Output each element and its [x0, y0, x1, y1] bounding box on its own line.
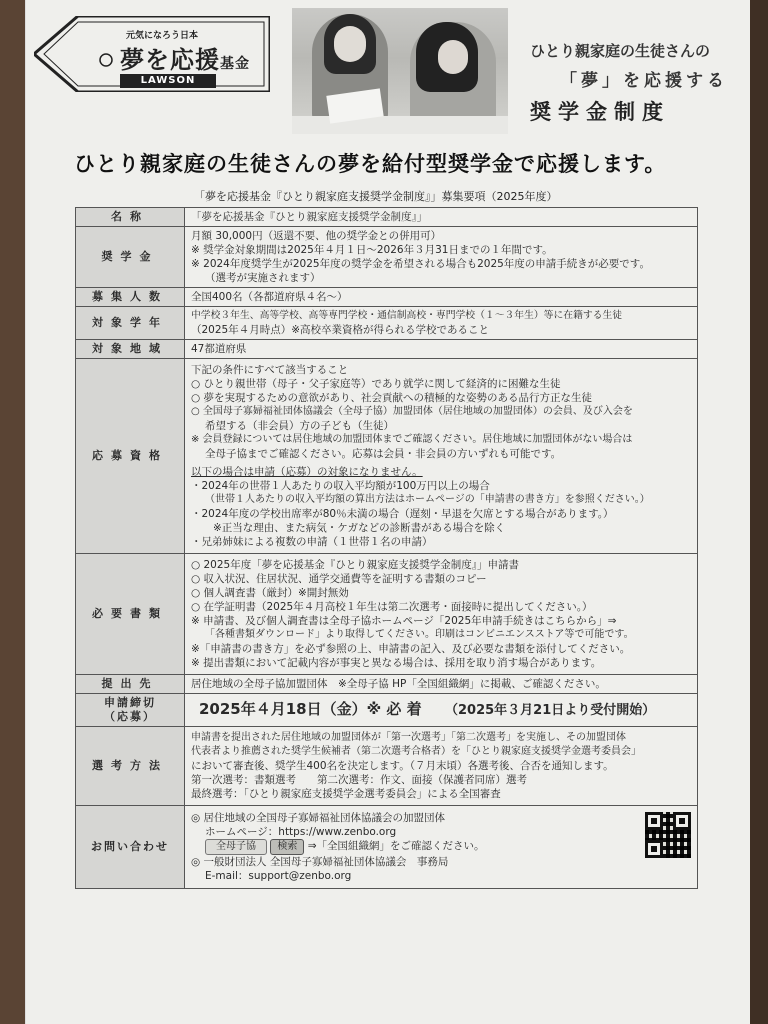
- table-row-documents: [76, 554, 698, 675]
- desk: [292, 116, 508, 134]
- scholarship-note: ※ 2024年度奨学生が2025年度の奨学金を希望される場合も2025年度の申請手続きが必要です。: [191, 258, 650, 270]
- table-row-eligibility: [76, 359, 698, 554]
- deadline-note: （2025年３月21日より受付開始）: [445, 703, 656, 718]
- tagline-line1: ひとり親家庭の生徒さんの: [530, 42, 711, 60]
- eligibility-line: ・2024年の世帯１人あたりの収入平均額が100万円以上の場合: [191, 480, 490, 492]
- selection-line: において審査後、奨学生400名を決定します。（７月末頃）各選考後、合否を通知します。: [191, 760, 614, 772]
- table-row-target-grade: [76, 307, 698, 340]
- logo-small-text: 元気になろう日本: [126, 31, 199, 41]
- table-row-name: [76, 208, 698, 227]
- row-value: [185, 307, 698, 340]
- search-instruction: ⇒「全国組織網」をご確認ください。: [307, 840, 485, 852]
- tagline-line2: 「夢」を応援する: [560, 71, 728, 91]
- document-line: ※「申請書の書き方」を必ず参照の上、申請書の記入、及び必要な書類を添付してください。: [191, 643, 631, 655]
- eligibility-line: ※ 会員登録については居住地域の加盟団体までご確認ください。居住地域に加盟団体がない場合は: [191, 434, 633, 445]
- eligibility-line: 全母子協までご確認ください。応募は会員・非会員の方いずれも可能です。: [205, 448, 562, 460]
- eligibility-line: ・兄弟姉妹による複数の申請（１世帯１名の申請）: [191, 536, 433, 548]
- logo-main-word: 夢を応援: [120, 46, 220, 74]
- table-row-selection: [76, 727, 698, 806]
- lawson-brand: LAWSON: [120, 74, 216, 88]
- selection-line: 代表者より推薦された奨学生候補者（第二次選考合格者）を「ひとり親家庭支援奨学金選考委員会」: [191, 746, 641, 757]
- table-row-contact: [76, 806, 698, 889]
- row-label: 対象学年: [76, 307, 185, 340]
- row-value: 「夢を応援基金『ひとり親家庭支援奨学金制度』」: [185, 208, 698, 227]
- row-label: 提出先: [76, 675, 185, 694]
- page-subhead: 「夢を応援基金『ひとり親家庭支援奨学金制度』」募集要項（2025年度）: [194, 190, 558, 203]
- row-value: 全国400名（各都道府県４名～）: [185, 288, 698, 307]
- logo-main-text: [120, 40, 250, 75]
- background-table-edge-right: [750, 0, 768, 1024]
- row-label: お問い合わせ: [76, 806, 185, 889]
- document-line: ※ 提出書類において記載内容が事実と異なる場合は、採用を取り消す場合があります。: [191, 657, 602, 669]
- deadline-date: 2025年４月18日（金）※ 必 着: [199, 700, 422, 718]
- contact-line: ◎ 一般財団法人 全国母子寡婦福祉団体協議会 事務局: [191, 856, 449, 868]
- document-line: 「各種書類ダウンロード」より取得してください。印刷はコンビニエンスストア等で可能です。: [205, 629, 634, 640]
- table-row-submit-to: [76, 675, 698, 694]
- contact-search-row: [191, 839, 691, 855]
- eligibility-line: ・2024年度の学校出席率が80％未満の場合（遅刻・早退を欠席とする場合があります。）: [191, 508, 614, 520]
- selection-line: 最終選考：「ひとり親家庭支援奨学金選考委員会」による全国審査: [191, 788, 501, 800]
- qr-code-icon: [645, 812, 691, 858]
- tagline-line3: 奨学金制度: [530, 100, 670, 124]
- selection-line: 申請書を提出された居住地域の加盟団体が「第一次選考」「第二次選考」を実施し、その加盟団体: [191, 732, 626, 743]
- eligibility-line: ○ 夢を実現するための意欲があり、社会貢献への積極的な姿勢のある品行方正な生徒: [191, 392, 592, 404]
- document-line: ○ 個人調査書（厳封）※開封無効: [191, 587, 349, 599]
- eligibility-exclusion-heading: 以下の場合は申請（応募）の対象になりません。: [191, 466, 423, 478]
- row-label: 募集人数: [76, 288, 185, 307]
- grade-line: 中学校３年生、高等学校、高等専門学校・通信制高校・専門学校（１～３年生）等に在籍する生徒: [191, 310, 623, 321]
- row-value: [185, 727, 698, 806]
- table-row-deadline: [76, 694, 698, 727]
- scholarship-amount: 月額 30,000円（返還不要、他の奨学金との併用可）: [191, 230, 442, 242]
- row-value: [185, 694, 698, 727]
- row-label: 応募資格: [76, 359, 185, 554]
- document-line: ○ 2025年度「夢を応援基金『ひとり親家庭支援奨学金制度』」申請書: [191, 559, 519, 571]
- background-table-edge: [0, 0, 26, 1024]
- deadline-label-sub: （応募）: [104, 710, 156, 723]
- eligibility-line: ○ ひとり親世帯（母子・父子家庭等）であり就学に関して経済的に困難な生徒: [191, 378, 561, 390]
- scholarship-note: （選考が実施されます）: [205, 272, 321, 284]
- eligibility-line: 希望する（非会員）方の子ども（生徒）: [205, 420, 394, 432]
- student-right: [410, 22, 496, 126]
- table-row-scholarship: [76, 227, 698, 288]
- row-value: 居住地域の全母子協加盟団体 ※全母子協 HP「全国組織網」に掲載、ご確認ください。: [185, 675, 698, 694]
- selection-line: 第一次選考：書類選考 第二次選考：作文、面接（保護者同席）選考: [191, 774, 527, 786]
- table-row-target-area: [76, 340, 698, 359]
- deadline-label: 申請締切: [104, 696, 156, 709]
- row-value: [185, 806, 698, 889]
- document-line: ○ 収入状況、住居状況、通学交通費等を証明する書類のコピー: [191, 573, 487, 585]
- eligibility-line: 下記の条件にすべて該当すること: [191, 364, 349, 376]
- page-headline: ひとり親家庭の生徒さんの夢を給付型奨学金で応援します。: [74, 152, 667, 176]
- document-line: ※ 申請書、及び個人調査書は全母子協ホームページ「2025年申請手続きはこちらから」⇒: [191, 615, 617, 627]
- row-label: 奨学金: [76, 227, 185, 288]
- row-label: 名称: [76, 208, 185, 227]
- row-label: [76, 694, 185, 727]
- contact-email[interactable]: E-mail：support@zenbo.org: [205, 870, 352, 882]
- row-label: 選考方法: [76, 727, 185, 806]
- row-label: 対象地域: [76, 340, 185, 359]
- grade-line: （2025年４月時点）※高校卒業資格が得られる学校であること: [191, 324, 490, 336]
- row-value: [185, 227, 698, 288]
- row-value: [185, 554, 698, 675]
- eligibility-line: ○ 全国母子寡婦福祉団体協議会（全母子協）加盟団体（居住地域の加盟団体）の会員、及び入会を: [191, 406, 633, 417]
- scholarship-note: ※ 奨学金対象期間は2025年４月１日～2026年３月31日までの１年間です。: [191, 244, 553, 256]
- students-photo: [292, 8, 508, 134]
- logo-main-suffix: 基金: [220, 56, 250, 72]
- row-value: 47都道府県: [185, 340, 698, 359]
- search-box: 全母子協: [205, 839, 267, 855]
- eligibility-line: （世帯１人あたりの収入平均額の算出方法はホームページの「申請書の書き方」を参照ください。）: [205, 494, 650, 505]
- search-button: 検索: [270, 839, 304, 855]
- table-row-recruit-count: [76, 288, 698, 307]
- row-label: 必要書類: [76, 554, 185, 675]
- row-value: [185, 359, 698, 554]
- requirements-table: [75, 207, 698, 889]
- contact-homepage[interactable]: ホームページ：https://www.zenbo.org: [205, 826, 397, 838]
- document-line: ○ 在学証明書（2025年４月高校１年生は第二次選考・面接時に提出してください。）: [191, 601, 593, 613]
- eligibility-line: ※正当な理由、また病気・ケガなどの診断書がある場合を除く: [213, 522, 506, 534]
- contact-line: ◎ 居住地域の全国母子寡婦福祉団体協議会の加盟団体: [191, 812, 445, 824]
